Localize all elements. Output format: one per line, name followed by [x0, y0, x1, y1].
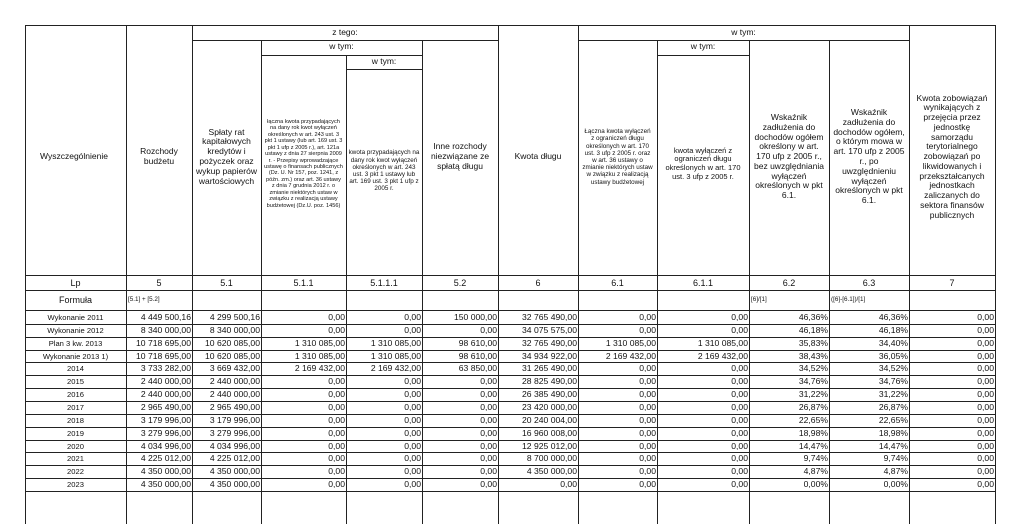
table-cell: 2 169 432,00 — [605, 350, 656, 361]
table-cell: 22,65% — [798, 414, 828, 425]
lp-cell: 5.1 — [220, 277, 233, 288]
lp-cell: 6.2 — [782, 277, 796, 288]
table-cell: 0,00 — [480, 324, 497, 335]
table-cell: 32 765 490,00 — [522, 312, 577, 322]
table-cell: 0,00 — [977, 427, 994, 438]
table-cell: 0,00 — [328, 479, 345, 490]
table-cell: 4 449 500,16 — [140, 312, 191, 322]
header-laczna-kwota-511: łączna kwota przypadających na dany rok kwot wyłączeń określonych w art. 243 ust. 3 pkt 1 ustawy (lub art. 169 ust. 3 pkt 1 ufp z 2005 r.), art. 121a ustawy z dnia 27 sierpnia 2009 r. - Przepisy wprowadzające ustawę o finansach publicznych (Dz. U. Nr 157, poz. 1241, z późn. zm.) oraz art. 36 ustawy z dnia 7 grudnia 2012 r. o zmianie niektórych ustaw w związku z realizacją ustawy budżetowej (Dz.U. poz. 1456) — [264, 119, 343, 209]
table-cell: 0,00 — [328, 414, 345, 425]
table-cell: 0,00 — [480, 427, 497, 438]
table-cell: 0,00 — [480, 401, 497, 412]
lp-cell: 6 — [535, 277, 541, 288]
table-cell: 31,22% — [798, 389, 828, 400]
row-label: Wykonanie 2012 — [47, 325, 104, 335]
table-cell: 0,00 — [977, 363, 994, 374]
table-cell: 36,05% — [878, 350, 908, 361]
table-cell: 0,00 — [328, 376, 345, 387]
table-cell: 4 034 996,00 — [140, 440, 191, 451]
table-cell: 98 610,00 — [458, 350, 497, 361]
table-cell: 8 340 000,00 — [209, 324, 260, 335]
formula-cell: [6]/[1] — [751, 296, 767, 303]
table-cell: 28 825 490,00 — [522, 376, 577, 387]
table-cell: 0,00 — [731, 312, 748, 322]
table-cell: 0,00 — [977, 324, 994, 335]
table-cell: 0,00 — [328, 401, 345, 412]
table-cell: 0,00 — [731, 376, 748, 387]
table-cell: 0,00 — [404, 389, 421, 400]
table-cell: 46,18% — [878, 324, 908, 335]
table-cell: 1 310 085,00 — [605, 337, 656, 348]
header-wskaznik-63: Wskaźnik zadłużenia do dochodów ogółem, o którym mowa w art. 170 ufp z 2005 r., po uwzględnieniu wyłączeń określonych w pkt 6.1. — [833, 107, 905, 206]
table-cell: 0,00 — [639, 479, 656, 490]
table-cell: 46,36% — [878, 312, 908, 322]
table-cell: 4 299 500,16 — [209, 312, 260, 322]
table-cell: 0,00 — [639, 427, 656, 438]
table-cell: 0,00 — [328, 453, 345, 464]
header-w-tym-a: w tym: — [329, 41, 354, 52]
lp-cell: 6.1 — [611, 277, 624, 288]
table-cell: 0,00% — [803, 479, 828, 490]
table-cell: 0,00 — [480, 376, 497, 387]
table-cell: 0,00 — [977, 453, 994, 464]
table-cell: 0,00 — [328, 466, 345, 477]
table-cell: 0,00 — [639, 414, 656, 425]
table-cell: 0,00 — [977, 389, 994, 400]
table-cell: 3 669 432,00 — [209, 363, 260, 374]
table-cell: 46,18% — [798, 324, 828, 335]
table-cell: 34,76% — [878, 376, 908, 387]
table-cell: 1 310 085,00 — [294, 337, 345, 348]
table-cell: 0,00 — [731, 363, 748, 374]
table-cell: 31 265 490,00 — [522, 363, 577, 374]
header-kwota-7: Kwota zobowiązań wynikających z przejęcia przez jednostkę samorządu terytorialnego zobowiązań po likwidowanych i przekształcanych jednostkach zaliczanych do sektora finansów publicznych — [916, 92, 988, 220]
table-cell: 0,00 — [731, 466, 748, 477]
table-cell: 0,00 — [731, 427, 748, 438]
lp-label: Lp — [70, 277, 81, 288]
table-cell: 0,00 — [639, 453, 656, 464]
row-label: 2021 — [67, 454, 84, 464]
row-label: 2016 — [67, 390, 84, 400]
row-label: Wykonanie 2013 1) — [42, 351, 109, 361]
table-cell: 1 310 085,00 — [294, 350, 345, 361]
table-cell: 0,00 — [560, 479, 577, 490]
table-cell: 2 169 432,00 — [697, 350, 748, 361]
lp-cell: 7 — [949, 277, 955, 288]
table-cell: 0,00 — [731, 401, 748, 412]
table-cell: 0,00 — [328, 389, 345, 400]
table-cell: 2 169 432,00 — [370, 363, 421, 374]
table-cell: 34,76% — [798, 376, 828, 387]
table-cell: 0,00 — [404, 414, 421, 425]
table-cell: 10 620 085,00 — [205, 350, 260, 361]
table-cell: 0,00 — [404, 376, 421, 387]
lp-cell: 6.3 — [862, 277, 876, 288]
table-cell: 0,00 — [639, 466, 656, 477]
table-cell: 0,00 — [328, 312, 345, 322]
table-cell: 0,00 — [404, 427, 421, 438]
table-cell: 0,00 — [977, 479, 994, 490]
header-w-tym-b: w tym: — [371, 56, 397, 67]
table-cell: 4 350 000,00 — [140, 466, 191, 477]
table-cell: 0,00 — [328, 440, 345, 451]
header-kwota-dlugu: Kwota długu — [514, 151, 562, 162]
table-cell: 0,00 — [977, 376, 994, 387]
table-cell: 20 240 004,00 — [522, 414, 577, 425]
table-cell: 2 440 000,00 — [140, 376, 191, 387]
table-cell: 22,65% — [878, 414, 908, 425]
row-label: 2017 — [67, 402, 84, 412]
row-label: 2022 — [67, 467, 84, 477]
table-cell: 4 034 996,00 — [209, 440, 260, 451]
header-wskaznik-62: Wskaźnik zadłużenia do dochodów ogółem określony w art. 170 ufp z 2005 r., bez uwzględniania wyłączeń określonych w pkt 6.1. — [754, 112, 824, 201]
table-cell: 0,00 — [328, 324, 345, 335]
table-cell: 0,00 — [639, 312, 656, 322]
table-cell: 10 718 695,00 — [136, 350, 191, 361]
header-splaty: Spłaty rat kapitałowych kredytów i pożyczek oraz wykup papierów wartościowych — [196, 126, 257, 186]
table-cell: 0,00 — [639, 376, 656, 387]
header-w-tym-d: w tym: — [690, 41, 716, 52]
table-cell: 3 733 282,00 — [140, 363, 191, 374]
table-cell: 10 620 085,00 — [205, 337, 260, 348]
table-cell: 1 310 085,00 — [370, 337, 421, 348]
table-cell: 0,00 — [404, 453, 421, 464]
table-cell: 10 718 695,00 — [136, 337, 191, 348]
row-label: Plan 3 kw. 2013 — [48, 338, 103, 348]
table-cell: 0,00 — [731, 414, 748, 425]
row-label: 2015 — [67, 377, 84, 387]
header-w-tym-c: w tym: — [731, 26, 756, 37]
table-cell: 46,36% — [798, 312, 828, 322]
table-cell: 0,00 — [480, 466, 497, 477]
table-cell: 150 000,00 — [453, 312, 497, 322]
table-cell: 8 340 000,00 — [140, 324, 191, 335]
header-laczna-kwota-61: Łączna kwota wyłączeń z ograniczeń długu określonych w art. 170 ust. 3 ufp z 2005 r. oraz w art. 36 ustawy o zmianie niektórych ustaw w związku z realizacją ustawy budżetowej — [582, 128, 653, 186]
table-cell: 2 440 000,00 — [209, 376, 260, 387]
header-inne-rozchody: Inne rozchody niezwiązane ze spłatą długu — [430, 141, 490, 171]
table-cell: 2 440 000,00 — [209, 389, 260, 400]
table-cell: 0,00 — [404, 324, 421, 335]
table-cell: 16 960 008,00 — [522, 427, 577, 438]
table-cell: 0,00 — [404, 401, 421, 412]
table-cell: 0,00 — [731, 479, 748, 490]
table-cell: 0,00 — [480, 453, 497, 464]
table-cell: 26 385 490,00 — [522, 389, 577, 400]
table-cell: 4,87% — [883, 466, 908, 477]
table-cell: 9,74% — [883, 453, 908, 464]
table-cell: 0,00 — [404, 466, 421, 477]
table-cell: 1 310 085,00 — [697, 337, 748, 348]
row-label: 2020 — [67, 441, 84, 451]
formula-cell: [5.1] + [5.2] — [128, 296, 160, 303]
row-label: 2018 — [67, 415, 84, 425]
table-cell: 1 310 085,00 — [370, 350, 421, 361]
table-cell: 2 965 490,00 — [209, 401, 260, 412]
table-cell: 0,00 — [731, 453, 748, 464]
lp-cell: 5.1.1 — [293, 277, 314, 288]
table-cell: 2 440 000,00 — [140, 389, 191, 400]
row-label: 2023 — [67, 480, 84, 490]
table-cell: 0,00 — [639, 324, 656, 335]
table-cell: 2 169 432,00 — [294, 363, 345, 374]
formula-cell: ([6]-[6.1])/[1] — [831, 296, 866, 303]
table-cell: 3 279 996,00 — [209, 427, 260, 438]
table-cell: 34,40% — [878, 337, 908, 348]
table-cell: 0,00 — [639, 363, 656, 374]
table-cell: 4 225 012,00 — [209, 453, 260, 464]
table-cell: 18,98% — [878, 427, 908, 438]
table-cell: 0,00 — [480, 479, 497, 490]
table-cell: 34,52% — [798, 363, 828, 374]
header-rozchody: Rozchody budżetu — [140, 146, 178, 166]
table-cell: 0,00 — [731, 389, 748, 400]
table-cell: 0,00 — [639, 401, 656, 412]
lp-cell: 5.1.1.1 — [370, 277, 398, 288]
row-label: 2019 — [67, 428, 84, 438]
table-cell: 0,00 — [977, 312, 994, 322]
table-cell: 18,98% — [798, 427, 828, 438]
table-cell: 14,47% — [878, 440, 908, 451]
row-label: 2014 — [67, 364, 84, 374]
table-cell: 35,83% — [798, 337, 828, 348]
table-cell: 4 350 000,00 — [209, 479, 260, 490]
table-cell: 4 225 012,00 — [140, 453, 191, 464]
table-cell: 63 850,00 — [458, 363, 497, 374]
table-cell: 3 279 996,00 — [140, 427, 191, 438]
table-cell: 4 350 000,00 — [526, 466, 577, 477]
table-cell: 26,87% — [798, 401, 828, 412]
table-cell: 23 420 000,00 — [522, 401, 577, 412]
table-cell: 0,00 — [328, 427, 345, 438]
table-cell: 34 934 922,00 — [522, 350, 577, 361]
table-cell: 0,00 — [731, 324, 748, 335]
table-cell: 0,00 — [977, 337, 994, 348]
table-cell: 0,00 — [977, 350, 994, 361]
table-cell: 38,43% — [798, 350, 828, 361]
table-cell: 0,00 — [480, 389, 497, 400]
table-cell: 0,00 — [731, 440, 748, 451]
table-cell: 31,22% — [878, 389, 908, 400]
lp-cell: 6.1.1 — [692, 277, 714, 288]
table-cell: 3 179 996,00 — [209, 414, 260, 425]
table-cell: 3 179 996,00 — [140, 414, 191, 425]
table-cell: 4,87% — [803, 466, 828, 477]
table-cell: 32 765 490,00 — [522, 337, 577, 348]
formula-label: Formuła — [58, 294, 92, 305]
table-cell: 8 700 000,00 — [526, 453, 577, 464]
table-cell: 34 075 575,00 — [522, 324, 577, 335]
table-cell: 0,00 — [480, 440, 497, 451]
table-cell: 9,74% — [803, 453, 828, 464]
table-cell: 4 350 000,00 — [140, 479, 191, 490]
lp-cell: 5.2 — [453, 277, 467, 288]
table-cell: 0,00 — [639, 389, 656, 400]
table-cell: 12 925 012,00 — [522, 440, 577, 451]
table-cell: 0,00 — [404, 312, 421, 322]
header-kwota-611: kwota wyłączeń z ograniczeń długu określonych w art. 170 ust. 3 ufp z 2005 r. — [665, 145, 741, 181]
table-cell: 14,47% — [798, 440, 828, 451]
table-cell: 26,87% — [878, 401, 908, 412]
header-kwota-5111: kwota przypadających na dany rok kwot wyłączeń określonych w art. 243 ust. 3 pkt 1 ustawy lub art. 169 ust. 3 pkt 1 ufp z 2005 r. — [348, 149, 420, 193]
table-cell: 34,52% — [878, 363, 908, 374]
lp-cell: 5 — [156, 277, 162, 288]
table-cell: 98 610,00 — [458, 337, 497, 348]
table-cell: 0,00 — [404, 440, 421, 451]
table-cell: 0,00 — [639, 440, 656, 451]
table-cell: 0,00% — [883, 479, 908, 490]
table-cell: 0,00 — [977, 401, 994, 412]
table-cell: 0,00 — [404, 479, 421, 490]
table-cell: 0,00 — [480, 414, 497, 425]
table-cell: 0,00 — [977, 414, 994, 425]
table-cell: 0,00 — [977, 466, 994, 477]
row-label: Wykonanie 2011 — [47, 313, 104, 322]
header-z-tego: z tego: — [332, 26, 358, 37]
table-cell: 2 965 490,00 — [140, 401, 191, 412]
table-cell: 4 350 000,00 — [209, 466, 260, 477]
header-wyszczegolnienie: Wyszczególnienie — [40, 151, 108, 162]
table-cell: 0,00 — [977, 440, 994, 451]
